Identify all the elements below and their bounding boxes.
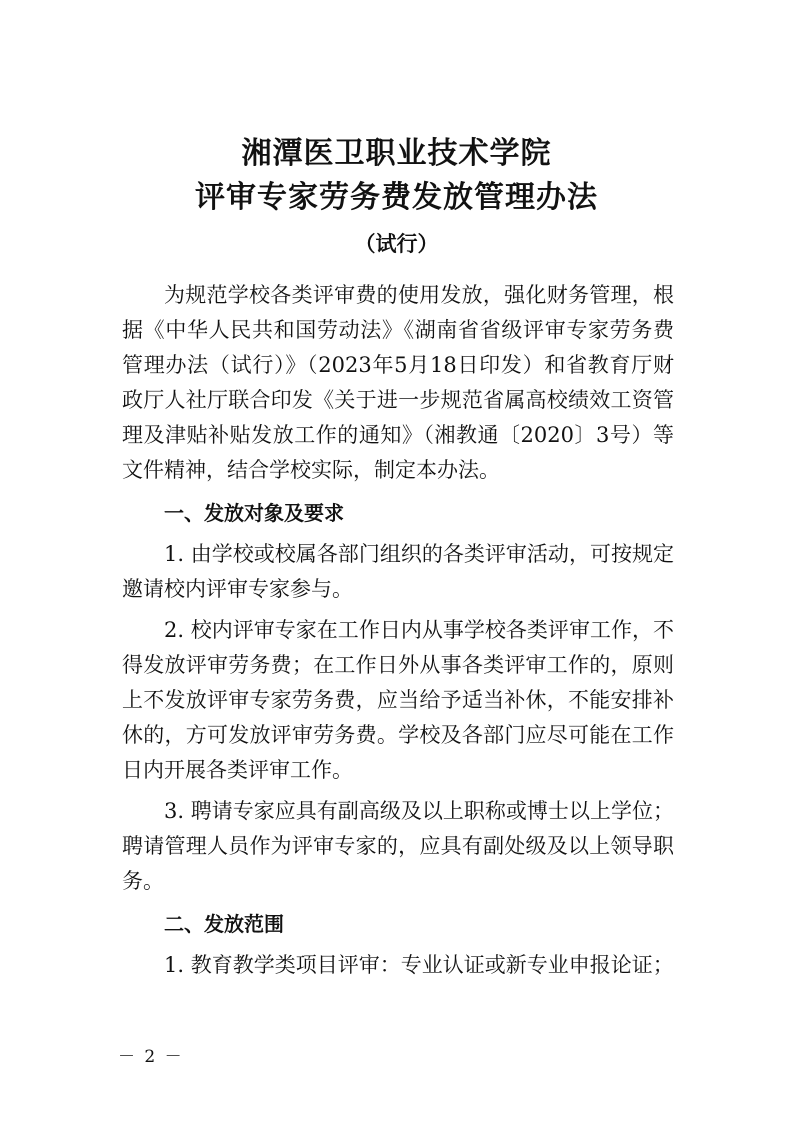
- page-number: － 2 －: [118, 1047, 184, 1067]
- section1-heading: 一、发放对象及要求: [164, 501, 344, 525]
- section2-item1: 1. 教育教学类项目评审：专业认证或新专业申报论证；: [164, 953, 674, 977]
- section1-item3: 3. 聘请专家应具有副高级及以上职称或博士以上学位；聘请管理人员作为评审专家的，应具有副处级及以上领导职务。: [122, 799, 674, 893]
- document-subtitle: （试行）: [354, 231, 439, 256]
- document-title-line1: 湘潭医卫职业技术学院: [241, 136, 552, 171]
- document-body: [122, 278, 674, 983]
- intro-paragraph: 为规范学校各类评审费的使用发放，强化财务管理，根据《中华人民共和国劳动法》《湖南省省级评审专家劳务费管理办法（试行）》（2023年5月18日印发）和省教育厅财政厅人社厅联合印发《关于进一步规范省属高校绩效工资管理及津贴补贴发放工作的通知》（湘教通〔2020〕3号）等文件精神，结合学校实际，制定本办法。: [122, 283, 674, 482]
- section1-item2: 2. 校内评审专家在工作日内从事学校各类评审工作，不得发放评审劳务费；在工作日外从事各类评审工作的，原则上不发放评审专家劳务费，应当给予适当补休，不能安排补休的，方可发放评审劳务费。学校及各部门应尽可能在工作日内开展各类评审工作。: [122, 618, 674, 782]
- section2-heading: 二、发放范围: [164, 912, 284, 936]
- document-title-line2: 评审专家劳务费发放管理办法: [195, 180, 598, 215]
- section1-item1: 1. 由学校或校属各部门组织的各类评审活动，可按规定邀请校内评审专家参与。: [122, 542, 674, 601]
